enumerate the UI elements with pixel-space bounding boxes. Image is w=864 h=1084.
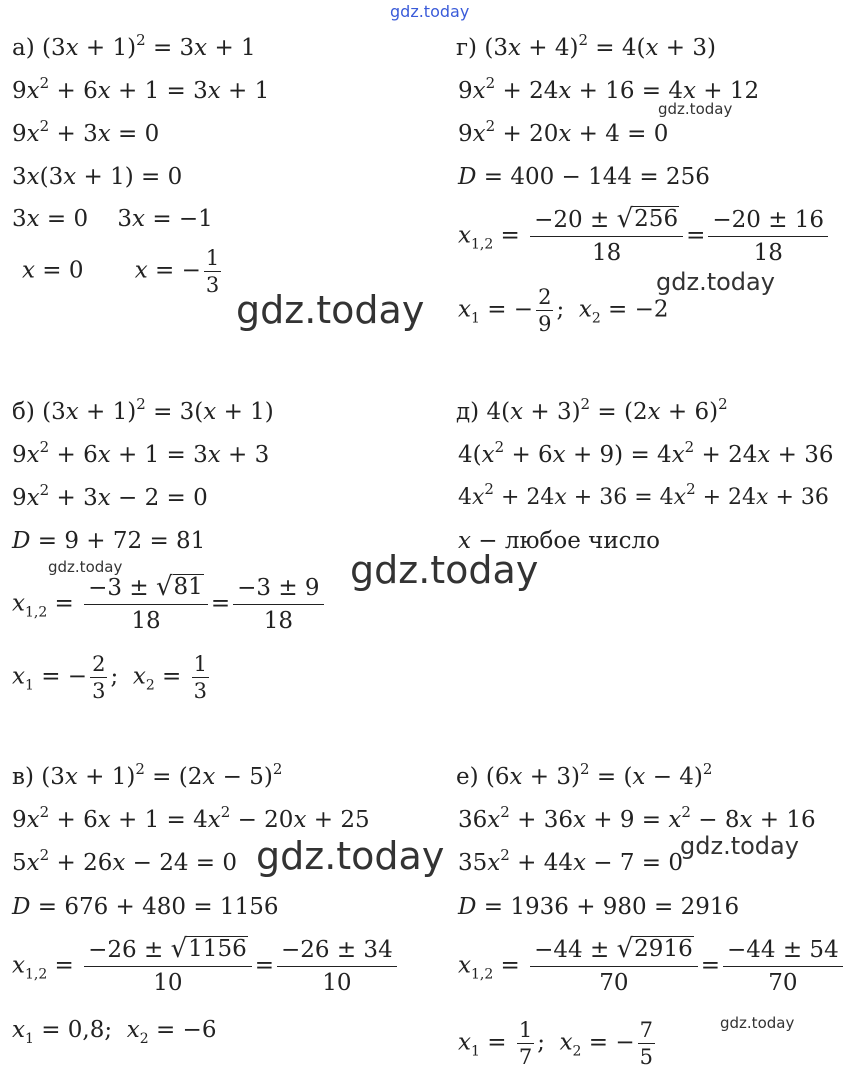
problem-e-equation: е) $(6x + 3)^2 = (x - 4)^2$ [456,760,713,790]
problem-d-answer: x − любое число [458,528,661,554]
problem-g-discriminant: D = 400 − 144 = 256 [458,164,710,190]
problem-a-roots: x = 0 x = − $\frac{1}{3}$ [22,246,220,297]
watermark-v-large: gdz.today [256,834,445,878]
problem-b-step2: $9x^2 + 3x - 2 = 0$ [12,481,208,511]
problem-g-step2: $9x^2 + 20x + 4 = 0$ [458,117,669,147]
problem-v-roots: $x_1 = 0,8$; $x_2 = -6$ [12,1017,217,1047]
problem-d-equation: д) $4(x + 3)^2 = (2x + 6)^2$ [456,395,728,425]
watermark-g-small: gdz.today [658,100,733,118]
problem-d-step2: $4x^2 + 24x + 36 = 4x^2 + 24x + 36$ [458,480,829,510]
watermark-g-medium: gdz.today [656,268,775,296]
problem-v-formula: $x_{1,2}$ = −26 ± √ 1156 10 = $\frac{-26 \pm 34}{10}$ [12,936,400,997]
problem-g-roots: $x_1$ = − $\frac{2}{9}$ ; $x_2 = -2$ [458,285,669,336]
watermark-b-small: gdz.today [48,558,123,576]
watermark-top: gdz.today [390,2,470,21]
problem-g-equation: г) $(3x + 4)^2 = 4(x + 3)$ [456,31,716,61]
problem-e-label: е) [456,764,479,790]
problem-e-formula: $x_{1,2}$ = −44 ± √ 2916 70 = $\frac{-44 \pm 54}{70}$ [458,936,846,997]
problem-d-answer-text: − любое число [478,528,661,554]
problem-e-step1: $36x^2 + 36x + 9 = x^2 - 8x + 16$ [458,803,816,833]
problem-b-label: б) [12,399,35,425]
problem-v-equation: в) $(3x + 1)^2 = (2x - 5)^2$ [12,760,283,790]
problem-e-roots: $x_1$ = $\frac{1}{7}$ ; $x_2$ = − $\frac{7}{5}$ [458,1018,654,1069]
problem-b-discriminant: D = 9 + 72 = 81 [12,528,206,554]
watermark-e-medium: gdz.today [680,832,799,860]
problem-a-label: а) [12,35,35,61]
watermark-center-large: gdz.today [350,548,539,592]
problem-a-step2: $9x^2 + 3x = 0$ [12,117,160,147]
problem-v-step1: $9x^2 + 6x + 1 = 4x^2 - 20x + 25$ [12,803,370,833]
problem-v-label: в) [12,764,34,790]
problem-d-step1: $4(x^2 + 6x + 9) = 4x^2 + 24x + 36$ [458,438,834,468]
problem-e-step2: $35x^2 + 44x - 7 = 0$ [458,846,684,876]
problem-g-formula: $x_{1,2}$ = −20 ± √ 256 18 = $\frac{-20 \pm 16}{18}$ [458,206,831,267]
problem-b-equation: б) $(3x + 1)^2 = 3(x + 1)$ [12,395,274,425]
problem-g-step1: $9x^2 + 24x + 16 = 4x + 12$ [458,74,760,104]
problem-a-step4: 3x = 0 3x = −1 [12,206,213,232]
problem-a-step3: 3x(3x + 1) = 0 [12,164,183,190]
problem-d-label: д) [456,399,480,425]
problem-v-step2: $5x^2 + 26x - 24 = 0$ [12,846,238,876]
watermark-a-large: gdz.today [236,288,425,332]
problem-e-discriminant: D = 1936 + 980 = 2916 [458,894,740,920]
watermark-e-small: gdz.today [720,1014,795,1032]
problem-a-equation: а) $(3x + 1)^2 = 3x + 1$ [12,31,256,61]
problem-v-discriminant: D = 676 + 480 = 1156 [12,894,279,920]
problem-g-label: г) [456,35,478,61]
problem-b-formula: $x_{1,2}$ = −3 ± √ 81 18 = $\frac{-3 \pm 9}{18}$ [12,574,327,635]
problem-b-roots: $x_1$ = − $\frac{2}{3}$ ; $x_2$ = $\frac{1}{3}$ [12,652,208,703]
problem-b-step1: $9x^2 + 6x + 1 = 3x + 3$ [12,438,270,468]
problem-a-step1: $9x^2 + 6x + 1 = 3x + 1$ [12,74,270,104]
